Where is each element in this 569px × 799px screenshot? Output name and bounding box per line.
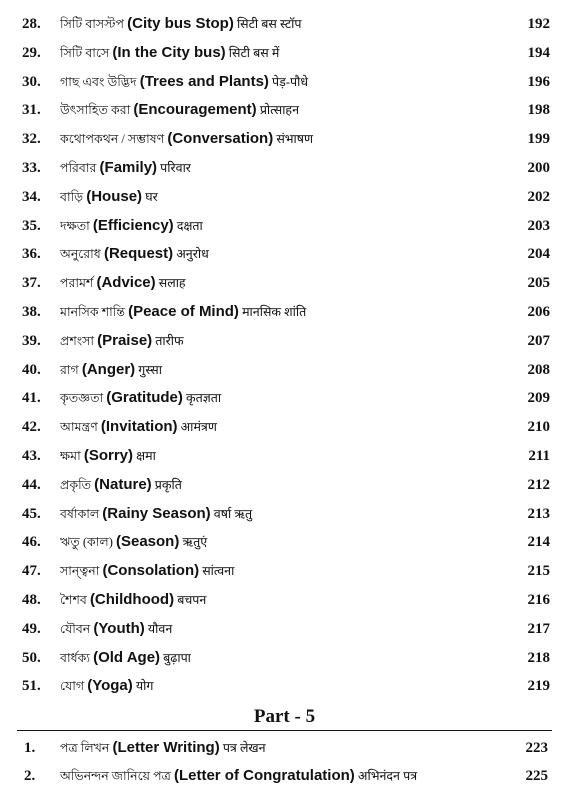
entry-title-english: (Old Age) (93, 648, 161, 666)
entry-title-english: (Request) (103, 245, 174, 263)
toc-row[interactable] (0, 738, 569, 766)
toc-row[interactable] (0, 475, 569, 504)
entry-page-number: 210 (527, 419, 550, 436)
entry-page-number: 194 (527, 44, 550, 61)
entry-title-bengali: কৃতজ্ঞতা (60, 391, 104, 406)
entry-number: 50. (22, 649, 41, 666)
entry-title-english: (Gratitude) (106, 389, 183, 407)
entry-number: 2. (24, 768, 36, 784)
entry-title-bengali: উৎসাহিত করা (60, 103, 131, 118)
entry-title-hindi: अनुरोध (176, 247, 209, 262)
entry-number: 51. (22, 678, 41, 695)
entry-number: 34. (22, 188, 41, 205)
table-of-contents (0, 14, 569, 705)
entry-title-bengali: বার্ধক্য (60, 650, 90, 665)
entry-title-bengali: শৈশব (60, 592, 87, 607)
entry-title (60, 738, 266, 758)
entry-title-english: (Anger) (81, 360, 136, 378)
entry-title-bengali: কথোপকথন / সম্ভাষণ (60, 132, 165, 147)
entry-number: 32. (22, 131, 41, 148)
entry-number: 43. (22, 447, 41, 464)
entry-title-english: (In the City bus) (112, 43, 226, 61)
entry-number: 31. (22, 102, 41, 119)
entry-number: 41. (22, 390, 41, 407)
entry-title (60, 475, 182, 495)
entry-number: 28. (22, 16, 41, 32)
entry-title (60, 302, 306, 322)
toc-row[interactable] (0, 273, 569, 302)
entry-title-english: (Nature) (94, 475, 152, 493)
entry-title (60, 129, 313, 149)
entry-page-number: 192 (527, 16, 550, 32)
entry-title (60, 561, 234, 581)
entry-page-number: 198 (527, 102, 550, 119)
toc-row[interactable] (0, 302, 569, 331)
entry-title-hindi: पेड़-पौधे (272, 74, 309, 89)
toc-row[interactable] (0, 766, 569, 794)
entry-page-number: 200 (527, 159, 550, 176)
entry-title-english: (Encouragement) (133, 101, 257, 119)
entry-title-english: (Peace of Mind) (128, 302, 239, 320)
entry-title-hindi: संभाषण (276, 132, 314, 147)
entry-title-english: (Consolation) (102, 562, 200, 580)
entry-title-hindi: घर (145, 189, 158, 204)
entry-title (60, 244, 209, 264)
entry-title-bengali: পরিবার (60, 160, 97, 175)
entry-page-number: 196 (527, 73, 550, 90)
entry-page-number: 205 (527, 275, 550, 292)
entry-page-number: 206 (527, 303, 550, 320)
entry-title-bengali: অনুরোধ (60, 247, 101, 262)
entry-page-number: 214 (527, 534, 550, 551)
entry-title-english: (Season) (115, 533, 180, 551)
entry-page-number: 207 (527, 332, 550, 349)
entry-number: 39. (22, 332, 41, 349)
entry-page-number: 208 (527, 361, 550, 378)
toc-row[interactable] (0, 676, 569, 705)
entry-title-hindi: कृतज्ञता (186, 391, 222, 406)
entry-title-bengali: সিটি বাসে (60, 45, 110, 60)
entry-title-bengali: বাড়ি (60, 189, 84, 204)
entry-title (60, 216, 203, 236)
entry-title-bengali: অভিনন্দন জানিয়ে পত্র (60, 769, 171, 783)
entry-title (60, 100, 299, 120)
entry-title (60, 187, 158, 207)
part-divider (17, 730, 552, 731)
entry-title (60, 532, 207, 552)
entry-number: 33. (22, 159, 41, 176)
entry-number: 40. (22, 361, 41, 378)
entry-title-hindi: प्रोत्साहन (259, 103, 300, 118)
entry-title-hindi: परिवार (160, 160, 191, 175)
entry-title-english: (Praise) (97, 331, 153, 349)
entry-page-number: 223 (525, 740, 548, 756)
entry-title-bengali: যোগ (60, 679, 85, 694)
toc-row[interactable] (0, 100, 569, 129)
entry-title (60, 446, 156, 466)
toc-row[interactable] (0, 43, 569, 72)
entry-title-hindi: ऋतुएं (182, 535, 208, 550)
entry-title-hindi: प्रकृति (154, 477, 182, 492)
entry-title (60, 648, 191, 668)
entry-number: 49. (22, 620, 41, 637)
entry-title-english: (House) (86, 187, 143, 205)
entry-number: 37. (22, 275, 41, 292)
entry-page-number: 216 (527, 591, 550, 608)
entry-title-hindi: योग (135, 679, 154, 694)
toc-row[interactable] (0, 158, 569, 187)
entry-title-english: (Efficiency) (92, 216, 174, 234)
entry-title-hindi: अभिनंदन पत्र (357, 769, 418, 783)
entry-title-bengali: ঋতু (কাল) (60, 535, 113, 550)
entry-title-hindi: बुढ़ापा (163, 650, 191, 665)
entry-number: 44. (22, 476, 41, 493)
entry-number: 30. (22, 73, 41, 90)
toc-row[interactable] (0, 648, 569, 677)
entry-title-bengali: মানসিক শান্তি (60, 304, 125, 319)
entry-title-bengali: প্রশংসা (60, 333, 94, 348)
entry-title-english: (City bus Stop) (127, 15, 234, 32)
entry-number: 35. (22, 217, 41, 234)
part-table-of-contents (0, 738, 569, 794)
entry-title-hindi: वर्षा ऋतु (213, 506, 253, 521)
entry-title-english: (Conversation) (167, 130, 274, 148)
entry-title-bengali: প্রকৃতি (60, 477, 92, 492)
toc-row[interactable] (0, 446, 569, 475)
entry-number: 29. (22, 44, 41, 61)
entry-title-hindi: यौवन (147, 621, 173, 636)
entry-title-bengali: গাছ এবং উদ্ভিদ (60, 74, 137, 89)
entry-title (60, 72, 308, 92)
entry-number: 46. (22, 534, 41, 551)
entry-number: 47. (22, 563, 41, 580)
entry-page-number: 225 (525, 768, 548, 784)
entry-title (60, 504, 252, 524)
entry-number: 1. (24, 740, 36, 756)
entry-title-bengali: দক্ষতা (60, 218, 90, 233)
entry-title-bengali: রাগ (60, 362, 79, 377)
entry-page-number: 212 (527, 476, 550, 493)
entry-title-english: (Yoga) (87, 677, 133, 695)
entry-title (60, 14, 302, 34)
entry-page-number: 217 (527, 620, 550, 637)
entry-title-bengali: ক্ষমা (60, 448, 81, 463)
entry-title-bengali: আমন্ত্রণ (60, 420, 98, 435)
toc-row[interactable] (0, 504, 569, 533)
entry-title-bengali: যৌবন (60, 621, 91, 636)
entry-title (60, 676, 153, 696)
entry-title (60, 619, 172, 639)
toc-row[interactable] (0, 532, 569, 561)
entry-title (60, 43, 279, 63)
toc-row[interactable] (0, 187, 569, 216)
entry-title-bengali: পত্র লিখন (60, 741, 110, 755)
entry-title-english: (Letter of Congratulation) (173, 767, 355, 784)
entry-number: 48. (22, 591, 41, 608)
entry-page-number: 213 (527, 505, 550, 522)
toc-row[interactable] (0, 360, 569, 389)
entry-title-bengali: সান্ত্বনা (60, 564, 100, 579)
entry-page-number: 219 (527, 678, 550, 695)
entry-title-english: (Trees and Plants) (139, 72, 269, 90)
toc-row[interactable] (0, 129, 569, 158)
entry-number: 36. (22, 246, 41, 263)
entry-title-hindi: दक्षता (176, 218, 203, 233)
entry-page-number: 199 (527, 131, 550, 148)
toc-row[interactable] (0, 619, 569, 648)
entry-page-number: 202 (527, 188, 550, 205)
entry-number: 45. (22, 505, 41, 522)
entry-title (60, 331, 184, 351)
entry-title (60, 158, 191, 178)
entry-title-hindi: सांत्वना (202, 564, 235, 579)
entry-title-hindi: क्षमा (136, 448, 156, 463)
entry-title-english: (Rainy Season) (102, 504, 211, 522)
part-heading: Part - 5 (253, 706, 316, 727)
entry-title-english: (Youth) (93, 619, 145, 637)
entry-title (60, 360, 162, 380)
entry-page-number: 203 (527, 217, 550, 234)
entry-title-bengali: পরামর্শ (60, 276, 94, 291)
entry-page-number: 209 (527, 390, 550, 407)
entry-title (60, 766, 417, 786)
entry-title-hindi: सिटी बस में (228, 45, 280, 60)
entry-title-english: (Advice) (96, 274, 156, 292)
entry-title-hindi: पत्र लेखन (222, 741, 266, 755)
toc-row[interactable] (0, 331, 569, 360)
entry-title-hindi: तारीफ (155, 333, 184, 348)
entry-page-number: 204 (527, 246, 550, 263)
entry-title (60, 388, 221, 408)
toc-row[interactable] (0, 590, 569, 619)
toc-row[interactable] (0, 72, 569, 101)
entry-title-bengali: বর্ষাকাল (60, 506, 100, 521)
entry-title-hindi: मानसिक शांति (242, 304, 307, 319)
entry-title-hindi: बचपन (177, 592, 207, 607)
toc-row[interactable] (0, 388, 569, 417)
entry-page-number: 218 (527, 649, 550, 666)
toc-row[interactable] (0, 417, 569, 446)
entry-title (60, 273, 186, 293)
entry-title-english: (Family) (99, 158, 158, 176)
toc-row[interactable] (0, 561, 569, 590)
toc-row[interactable] (0, 14, 569, 43)
entry-title-english: (Letter Writing) (112, 739, 220, 756)
entry-number: 38. (22, 303, 41, 320)
entry-title-hindi: गुस्सा (138, 362, 162, 377)
entry-title-english: (Invitation) (100, 418, 178, 436)
entry-title-english: (Sorry) (83, 446, 134, 464)
entry-title-bengali: সিটি বাসস্টপ (60, 17, 125, 31)
entry-title (60, 590, 206, 610)
entry-title-hindi: आमंत्रण (180, 420, 217, 435)
entry-page-number: 211 (528, 447, 550, 464)
entry-title (60, 417, 217, 437)
toc-row[interactable] (0, 216, 569, 245)
toc-row[interactable] (0, 244, 569, 273)
entry-title-hindi: सिटी बस स्टॉप (236, 17, 302, 31)
entry-title-hindi: सलाह (158, 276, 186, 291)
entry-page-number: 215 (527, 563, 550, 580)
entry-title-english: (Childhood) (89, 590, 175, 608)
entry-number: 42. (22, 419, 41, 436)
